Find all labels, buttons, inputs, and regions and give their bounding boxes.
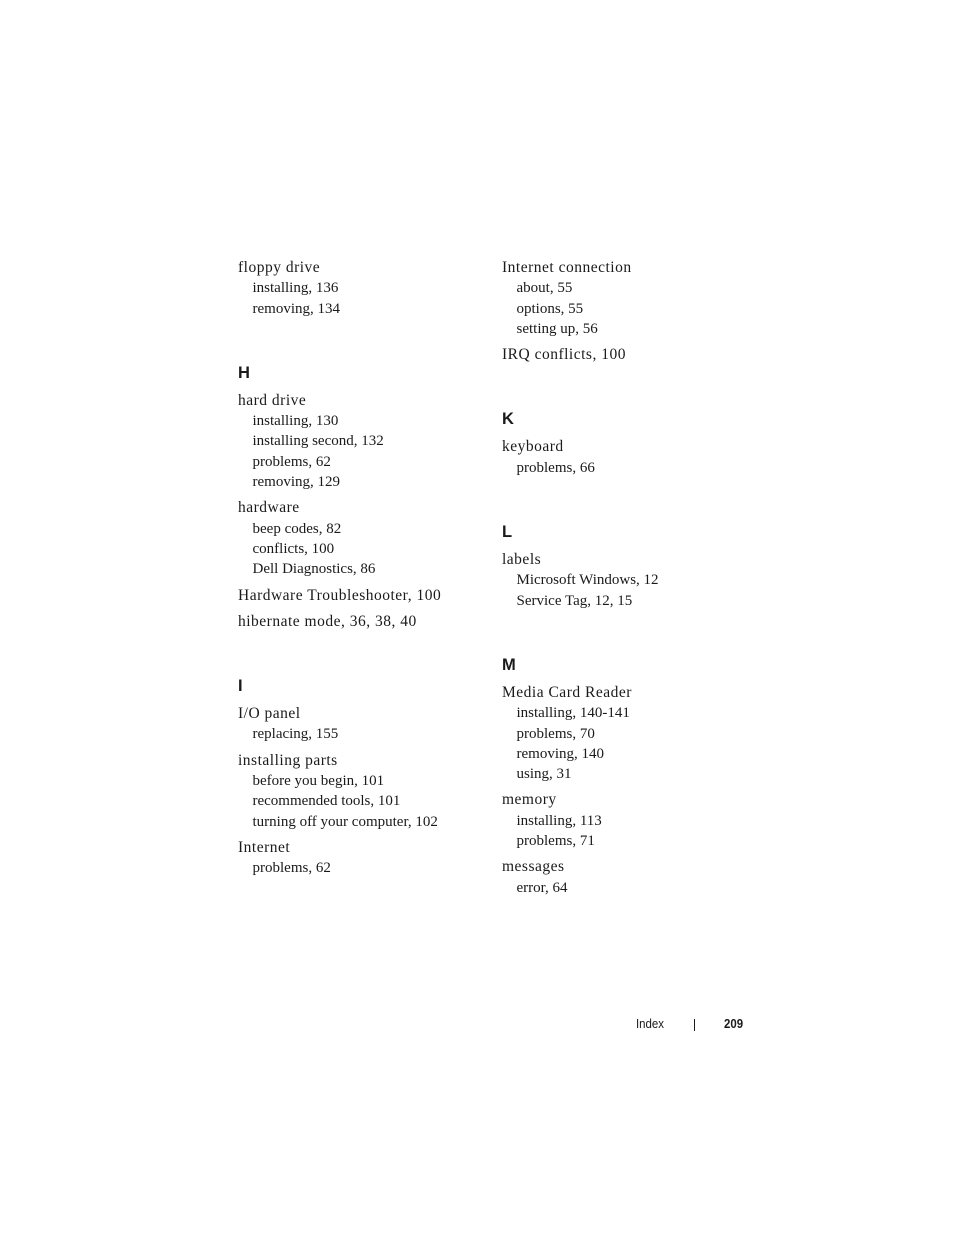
index-subentry: error, 64	[516, 879, 568, 896]
section-gap	[502, 484, 752, 522]
index-column-right	[502, 258, 752, 904]
index-subentry: turning off your computer, 102	[252, 813, 438, 830]
page-number: 209	[724, 1016, 744, 1031]
index-subentry: installing second, 132	[252, 433, 384, 450]
index-term: hard drive	[238, 391, 307, 409]
index-subentry: installing, 130	[252, 413, 339, 430]
section-gap	[502, 371, 752, 409]
index-subentry: about, 55	[516, 280, 573, 297]
index-entry	[502, 790, 752, 851]
index-subentry: beep codes, 82	[252, 520, 342, 537]
index-subentry: removing, 129	[252, 474, 340, 491]
index-entry	[238, 586, 488, 606]
index-entry	[502, 857, 752, 898]
index-term: hardware	[238, 499, 300, 517]
index-entry	[502, 258, 752, 339]
index-subentry: Dell Diagnostics, 86	[252, 561, 376, 578]
index-term: Internet connection	[502, 259, 632, 276]
index-subentry: problems, 62	[252, 453, 331, 470]
index-letter-heading: M	[502, 655, 516, 674]
index-subentry: problems, 62	[252, 860, 331, 877]
index-entry	[238, 498, 488, 579]
index-subentry: options, 55	[516, 300, 584, 317]
index-term: I/O panel	[238, 705, 301, 723]
index-entry	[238, 258, 488, 319]
index-column-left	[238, 258, 488, 885]
section-gap	[502, 617, 752, 655]
page-footer	[0, 1015, 954, 1035]
index-term: hibernate mode, 36, 38, 40	[238, 612, 417, 630]
index-term: messages	[502, 858, 565, 876]
index-entry	[238, 704, 488, 745]
index-letter-heading: I	[238, 677, 243, 696]
index-term: installing parts	[238, 751, 338, 769]
footer-separator	[694, 1019, 695, 1031]
index-subentry: conflicts, 100	[252, 540, 335, 557]
index-entry	[238, 838, 488, 879]
index-term: keyboard	[502, 438, 564, 456]
index-subentry: recommended tools, 101	[252, 793, 401, 810]
index-term: IRQ conflicts, 100	[502, 346, 626, 364]
index-subentry: problems, 70	[516, 725, 595, 742]
index-term: labels	[502, 551, 542, 569]
index-entry	[238, 391, 488, 492]
index-letter-heading: L	[502, 523, 513, 542]
index-subentry: problems, 71	[516, 833, 595, 850]
index-subentry: Service Tag, 12, 15	[516, 592, 633, 609]
index-subentry: removing, 134	[252, 300, 340, 317]
index-subentry: replacing, 155	[252, 726, 339, 743]
index-subentry: using, 31	[516, 766, 572, 783]
index-entry	[238, 751, 488, 832]
index-term: Media Card Reader	[502, 683, 632, 701]
index-subentry: installing, 113	[516, 812, 602, 829]
index-subentry: problems, 66	[516, 459, 595, 476]
index-subentry: before you begin, 101	[252, 773, 385, 790]
index-term: memory	[502, 791, 557, 809]
index-subentry: removing, 140	[516, 745, 604, 762]
index-entry	[502, 437, 752, 478]
index-entry	[502, 345, 752, 365]
index-letter-heading: H	[238, 363, 250, 382]
index-subentry: Microsoft Windows, 12	[516, 572, 659, 589]
index-term: Hardware Troubleshooter, 100	[238, 586, 442, 604]
index-term: Internet	[238, 838, 291, 856]
index-entry	[502, 683, 752, 784]
index-subentry: installing, 136	[252, 280, 339, 297]
index-subentry: installing, 140-141	[516, 705, 630, 722]
footer-section-title: Index	[636, 1016, 664, 1031]
index-entry	[502, 550, 752, 611]
index-entry	[238, 612, 488, 632]
index-subentry: setting up, 56	[516, 320, 598, 337]
index-letter-heading: K	[502, 410, 514, 429]
section-gap	[238, 638, 488, 676]
section-gap	[238, 325, 488, 363]
index-term: floppy drive	[238, 259, 321, 276]
